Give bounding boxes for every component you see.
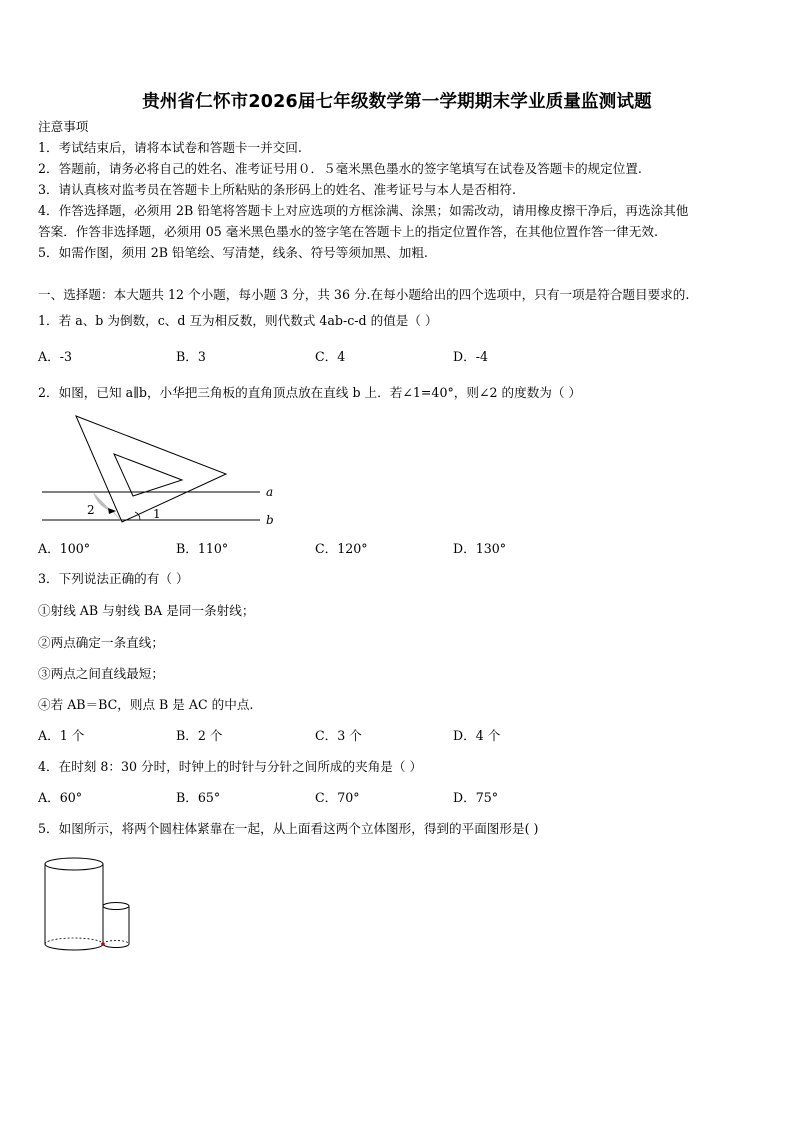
page-title: 贵州省仁怀市2026届七年级数学第一学期期末学业质量监测试题: [142, 92, 652, 112]
q2-triangle-figure: [36, 408, 286, 530]
q1-option-a: A．-3: [38, 349, 72, 364]
set-square-inner: [114, 454, 182, 496]
q3-option-d: D．4 个: [453, 728, 501, 743]
q5-cylinders-figure: [40, 852, 140, 956]
notice-item: 3．请认真核对监考员在答题卡上所粘贴的条形码上的姓名、准考证号与本人是否相符.: [38, 182, 516, 197]
q3-statement: ④若 AB＝BC，则点 B 是 AC 的中点.: [38, 697, 254, 712]
set-square-outer: [76, 416, 226, 522]
notice-heading: 注意事项: [38, 119, 89, 134]
q2-option-b: B．110°: [176, 541, 229, 556]
label-angle-1: 1: [153, 507, 161, 521]
notice-item: 4．作答选择题，必须用 2B 铅笔将答题卡上对应选项的方框涂满、涂黑；如需改动，请用橡皮擦干净后，再选涂其他: [38, 203, 689, 218]
q1-option-d: D．-4: [453, 349, 488, 364]
question-2-stem: 2．如图，已知 a∥b，小华把三角板的直角顶点放在直线 b 上．若∠1=40°，则∠2 的度数为（ ）: [38, 385, 582, 400]
question-1-stem: 1．若 a、b 为倒数，c、d 互为相反数，则代数式 4ab-c-d 的值是（ ）: [38, 313, 438, 328]
angle-2-mark: [93, 492, 122, 522]
label-b: b: [266, 513, 274, 527]
q2-option-c: C．120°: [315, 541, 368, 556]
q3-option-a: A．1 个: [38, 728, 85, 743]
q3-statement: ①射线 AB 与射线 BA 是同一条射线；: [38, 603, 255, 618]
question-3-stem: 3．下列说法正确的有（ ）: [38, 571, 189, 586]
q3-option-c: C．3 个: [315, 728, 362, 743]
label-a: a: [266, 485, 274, 499]
q1-option-b: B．3: [176, 349, 206, 364]
question-4-stem: 4．在时刻 8：30 分时，时钟上的时针与分针之间所成的夹角是（ ）: [38, 759, 423, 774]
contact-point: [101, 942, 105, 946]
small-cylinder-top: [103, 903, 129, 910]
label-angle-2: 2: [87, 503, 95, 517]
q4-option-a: A．60°: [38, 790, 83, 805]
notice-item: 5．如需作图，须用 2B 铅笔绘、写清楚，线条、符号等须加黑、加粗.: [38, 245, 428, 260]
notice-item: 答案．作答非选择题，必须用 05 毫米黑色墨水的签字笔在答题卡上的指定位置作答，在其他位置作答一律无效.: [38, 224, 658, 239]
q4-option-d: D．75°: [453, 790, 499, 805]
q1-option-c: C．4: [315, 349, 346, 364]
q3-option-b: B．2 个: [176, 728, 223, 743]
q2-option-a: A．100°: [38, 541, 91, 556]
q3-statement: ②两点确定一条直线；: [38, 635, 164, 650]
large-cylinder-top: [45, 858, 103, 870]
large-cylinder-bottom: [45, 944, 103, 950]
q4-option-c: C．70°: [315, 790, 360, 805]
q4-option-b: B．65°: [176, 790, 221, 805]
question-5-stem: 5．如图所示，将两个圆柱体紧靠在一起，从上面看这两个立体图形，得到的平面图形是( ): [38, 821, 539, 836]
notice-item: 1．考试结束后，请将本试卷和答题卡一并交回.: [38, 140, 302, 155]
notice-item: 2．答题前，请务必将自己的姓名、准考证号用０．５毫米黑色墨水的签字笔填写在试卷及答题卡的规定位置.: [38, 161, 642, 176]
q3-statement: ③两点之间直线最短；: [38, 666, 164, 681]
small-cylinder-bottom: [103, 944, 129, 948]
section-heading: 一、选择题：本大题共 12 个小题，每小题 3 分，共 36 分.在每小题给出的四个选项中，只有一项是符合题目要求的.: [38, 287, 690, 302]
q2-option-d: D．130°: [453, 541, 507, 556]
